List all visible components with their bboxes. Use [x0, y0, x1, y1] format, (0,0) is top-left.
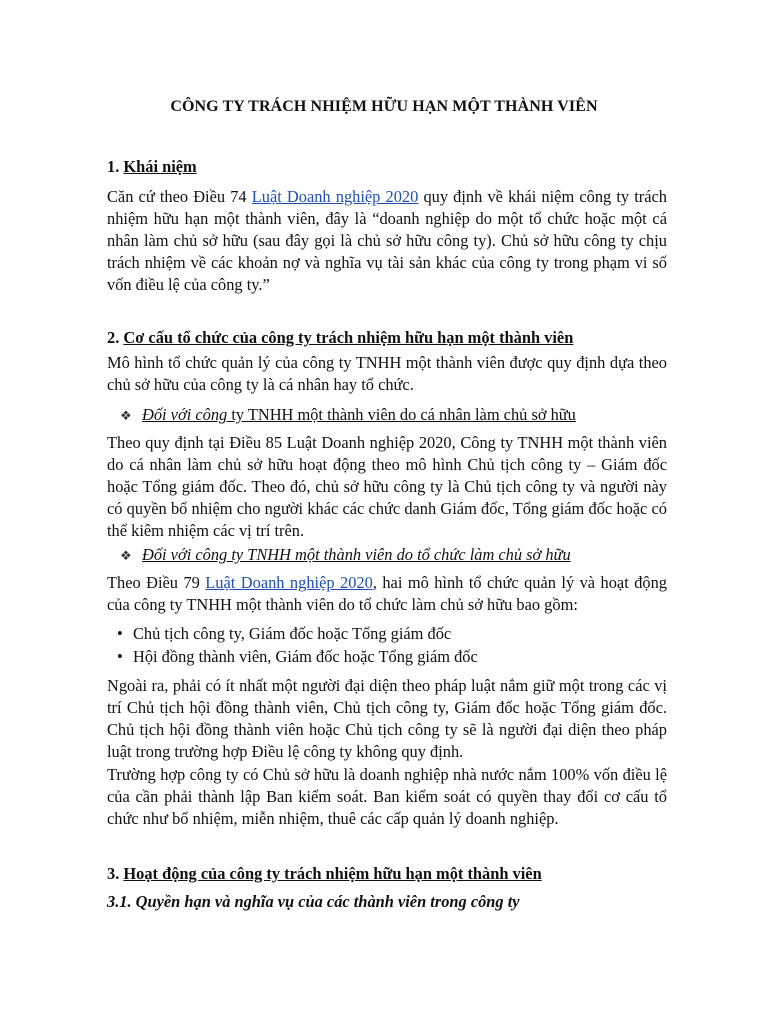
law-link[interactable]: Luật Doanh nghiệp 2020 [205, 573, 373, 592]
list-item [117, 646, 478, 668]
bullet-italic-text: Đối với công [142, 405, 228, 424]
subsection-3-1-heading: 3.1. Quyền hạn và nghĩa vụ của các thành viên trong công ty [107, 892, 520, 911]
paragraph-text: Theo Điều 79 [107, 573, 206, 592]
bullet-organization-owner [120, 544, 660, 567]
diamond-star-icon: ❖ [120, 408, 132, 423]
section-1-paragraph [107, 186, 667, 296]
section-2-paragraph-2: Theo quy định tại Điều 85 Luật Doanh nghiệp 2020, Công ty TNHH một thành viên do cá nhân làm chủ sở hữu hoạt động theo mô hình Chủ tịch công ty – Giám đốc hoặc Tổng giám đốc. Theo đó, chủ sở hữu công ty là Chủ tịch công ty và người này có quyền bổ nhiệm cho người khác các chức danh Giám đốc, Tổng giám đốc hoặc có thể kiêm nhiệm các vị trí trên. [107, 433, 667, 540]
document-title: CÔNG TY TRÁCH NHIỆM HỮU HẠN MỘT THÀNH VIÊN [170, 98, 598, 115]
section-3-heading [107, 863, 667, 885]
diamond-star-icon: ❖ [120, 548, 132, 563]
section-2-paragraph-3 [107, 572, 667, 616]
list-item [117, 623, 451, 645]
section-2-paragraph-4: Ngoài ra, phải có ít nhất một người đại diện theo pháp luật nắm giữ một trong các vị trí Chủ tịch hội đồng thành viên, Chủ tịch công ty, Giám đốc hoặc Tổng giám đốc. Chủ tịch hội đồng thành viên hoặc Chủ tịch công ty sẽ là người đại diện theo pháp luật trong trường hợp Điều lệ công ty không quy định. [107, 676, 667, 761]
section-1-title: Khái niệm [123, 157, 197, 176]
paragraph-text: quy định về khái niệm công ty trách nhiệm hữu hạn một thành viên, đây là “doanh nghiệp do một tổ chức hoặc một cá nhân làm chủ sở hữu (sau đây gọi là chủ sở hữu công ty). Chủ sở hữu công ty chịu trách nhiệm về các khoản nợ và nghĩa vụ tài sản khác của công ty trong phạm vi số vốn điều lệ của công ty.” [107, 187, 668, 294]
section-3-title: Hoạt động của công ty trách nhiệm hữu hạn một thành viên [123, 864, 542, 883]
section-1-heading [107, 156, 667, 178]
section-2-title: Cơ cấu tổ chức của công ty trách nhiệm hữu hạn một thành viên [123, 328, 574, 347]
paragraph-text: Căn cứ theo Điều 74 [107, 187, 252, 206]
list-item-text: Chủ tịch công ty, Giám đốc hoặc Tổng giám đốc [133, 624, 452, 643]
section-2-heading [107, 327, 667, 349]
bullet-text: ty TNHH một thành viên do cá nhân làm chủ sở hữu [227, 405, 576, 424]
law-link[interactable]: Luật Doanh nghiệp 2020 [251, 187, 419, 206]
list-item-text: Hội đồng thành viên, Giám đốc hoặc Tổng giám đốc [133, 647, 478, 666]
section-2-number: 2. [107, 328, 120, 347]
bullet-individual-owner [120, 404, 660, 427]
bullet-dot-icon: • [117, 647, 123, 666]
section-2-intro: Mô hình tổ chức quản lý của công ty TNHH một thành viên được quy định dựa theo chủ sở hữu của công ty là cá nhân hay tổ chức. [107, 353, 667, 394]
section-1-number: 1. [107, 157, 120, 176]
section-3-number: 3. [107, 864, 120, 883]
bullet-dot-icon: • [117, 624, 123, 643]
paragraph-text: , hai mô hình tổ chức quản lý và hoạt động của công ty TNHH một thành viên do tổ chức làm chủ sở hữu bao gồm: [107, 573, 667, 614]
section-2-paragraph-5: Trường hợp công ty có Chủ sở hữu là doanh nghiệp nhà nước nắm 100% vốn điều lệ của cần phải thành lập Ban kiểm soát. Ban kiểm soát có quyền thay đổi cơ cấu tổ chức như bổ nhiệm, miễn nhiệm, thuê các cấp quản lý doanh nghiệp. [107, 765, 667, 828]
bullet-text: Đối với công ty TNHH một thành viên do tổ chức làm chủ sở hữu [142, 545, 571, 564]
